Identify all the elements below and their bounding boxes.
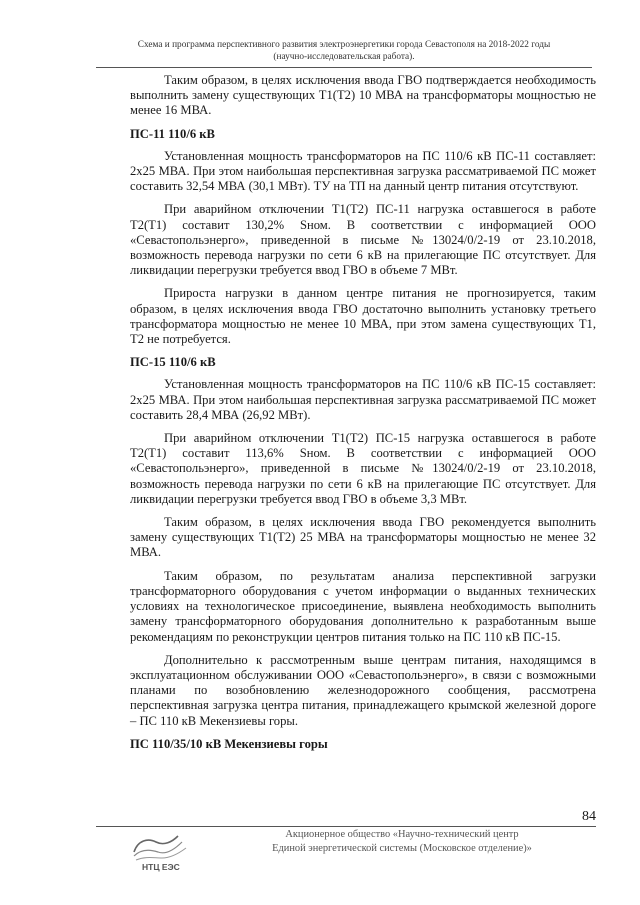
page-body [130, 73, 596, 759]
footer-divider [96, 826, 596, 827]
paragraph: Таким образом, по результатам анализа перспективной загрузки трансформаторного оборудования с учетом информации о выданных технических условиях на технологическое присоединение, выявлена необходимость выполнить замену трансформаторного оборудования дополнительно к разработанным выше рекомендациям по реконструкции центров питания только на ПС 110 кВ ПС-15. [130, 568, 596, 644]
paragraph: Прироста нагрузки в данном центре питания не прогнозируется, таким образом, в целях исключения ввода ГВО достаточно выполнить установку третьего трансформатора мощностью не менее 10 МВА, при этом замена существующих Т1, Т2 не потребуется. [130, 286, 596, 347]
running-header [96, 39, 592, 63]
header-divider [96, 67, 592, 68]
paragraph: При аварийном отключении Т1(Т2) ПС-15 нагрузка оставшегося в работе Т2(Т1) составит 113,6% Sном. В соответствии с информацией ООО «Севастопольэнерго», приведенной в письме №13024/0/2-19 от 23.10.2018, возможность перевода нагрузки по сети 6 кВ на прилегающие ПС отсутствует. Для ликвидации перегрузки требуется ввод ГВО в объеме 3,3 МВт. [130, 431, 596, 506]
section-heading-ps15: ПС-15 110/6 кВ [130, 355, 216, 370]
paragraph: Таким образом, в целях исключения ввода ГВО рекомендуется выполнить замену существующих Т1(Т2) 25 МВА на трансформаторы мощностью не менее 32 МВА. [130, 515, 596, 560]
paragraph: Установленная мощность трансформаторов на ПС 110/6 кВ ПС-15 составляет: 2х25 МВА. При этом наибольшая перспективная загрузка рассматриваемой ПС может составить 28,4 МВА (26,92 МВт). [130, 377, 596, 422]
paragraph: Дополнительно к рассмотренным выше центрам питания, находящимся в эксплуатационном обслуживании ООО «Севастопольэнерго», в связи с возможными планами по возобновлению железнодорожного сообщения, рассмотрена перспективная загрузка центра питания, принадлежащего крымской железной дороге – ПС 110 кВ Мекензиевы горы. [130, 652, 596, 728]
company-logo [128, 828, 198, 872]
paragraph: Таким образом, в целях исключения ввода ГВО подтверждается необходимость выполнить замену существующих Т1(Т2) 10 МВА на трансформаторы мощностью не менее 16 МВА. [130, 73, 596, 118]
section-heading-ps11: ПС-11 110/6 кВ [130, 126, 215, 141]
header-title: Схема и программа перспективного развития электроэнергетики города Севастополя на 2018-2022 годы [137, 40, 551, 50]
footer-org-line2: Единой энергетической системы (Московское отделение)» [272, 843, 532, 854]
logo-text: НТЦ ЕЭС [142, 862, 180, 872]
paragraph: Установленная мощность трансформаторов на ПС 110/6 кВ ПС-11 составляет: 2х25 МВА. При этом наибольшая перспективная загрузка рассматриваемой ПС может составить 32,54 МВА (30,1 МВт). ТУ на ТП на данный центр питания отсутствуют. [130, 148, 596, 194]
footer-org-line1: Акционерное общество «Научно-технический центр [285, 829, 519, 840]
paragraph: При аварийном отключении Т1(Т2) ПС-11 нагрузка оставшегося в работе Т2(Т1) составит 130,2% Sном. В соответствии с информацией ООО «Севастопольэнерго», приведенной в письме №13024/0/2-19 от 23.10.2018, возможность перевода нагрузки по сети 6 кВ на прилегающие ПС отсутствует. Для ликвидации перегрузки требуется ввод ГВО в объеме 7 МВт. [130, 202, 596, 278]
section-heading-mekenzievy-gory: ПС 110/35/10 кВ Мекензиевы горы [130, 736, 328, 751]
footer [210, 828, 594, 856]
page-number: 84 [582, 809, 596, 824]
header-subtitle: (научно-исследовательская работа). [273, 52, 415, 62]
